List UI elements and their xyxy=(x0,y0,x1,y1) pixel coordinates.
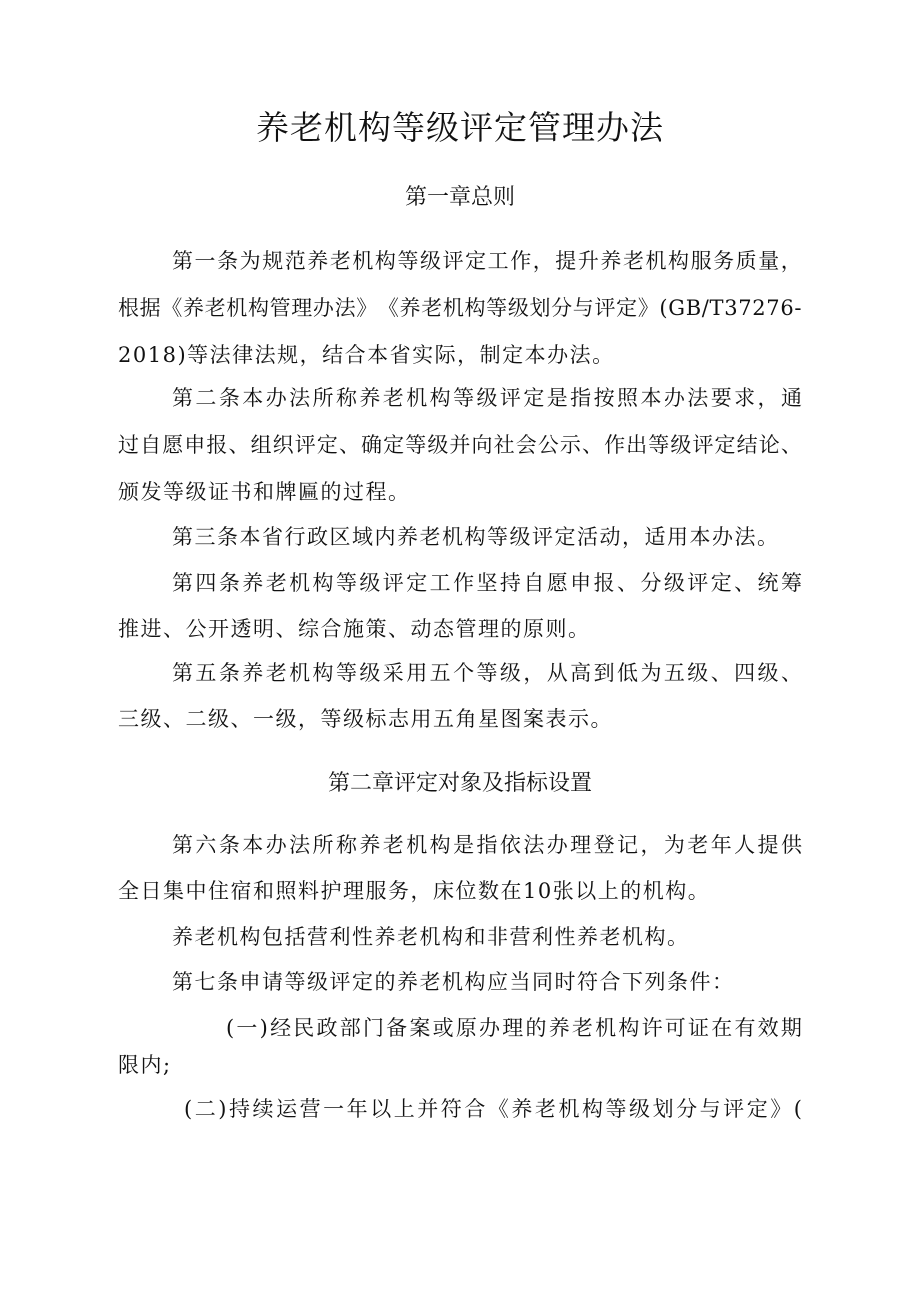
article-1-line-2: 根 据 《 养 老 机 构 管 理 办 法 》 《 养 老 机 构 等 级 划 分 与 评 定 》 ( G B / T 3 7 2 7 6 - xyxy=(118,296,802,320)
article-3-line-1: 第三条本省行政区域内养老机构等级评定活动，适用本办法。 xyxy=(172,525,780,549)
article-4-line-1: 第 四 条 养 老 机 构 等 级 评 定 工 作 坚 持 自 愿 申 报 、 分 级 评 定 、 统 筹 xyxy=(172,571,802,595)
article-7-item-2-line-1: ( 二 ) 持 续 运 营 一 年 以 上 并 符 合 《 养 老 机 构 等 级 划 分 与 评 定 》 ( xyxy=(184,1097,802,1121)
article-4-line-2: 推进、公开透明、综合施策、动态管理的原则。 xyxy=(118,617,591,641)
article-7-item-1-line-1: ( 一 ) 经 民 政 部 门 备 案 或 原 办 理 的 养 老 机 构 许 可 证 在 有 效 期 xyxy=(226,1016,802,1040)
article-2-line-1: 第 二 条 本 办 法 所 称 养 老 机 构 等 级 评 定 是 指 按 照 本 办 法 要 求 ， 通 xyxy=(172,386,802,410)
article-1-line-3: 2018)等法律法规，结合本省实际，制定本办法。 xyxy=(118,343,615,367)
article-5-line-2: 三级、二级、一级，等级标志用五角星图案表示。 xyxy=(118,707,613,731)
article-7-item-1-line-2: 限内; xyxy=(118,1053,172,1077)
article-1-line-1: 第 一 条 为 规 范 养 老 机 构 等 级 评 定 工 作 ， 提 升 养 老 机 构 服 务 质 量 ， xyxy=(172,249,802,273)
article-7-line-1: 第七条申请等级评定的养老机构应当同时符合下列条件： xyxy=(172,970,735,994)
article-6-line-2: 全日集中住宿和照料护理服务，床位数在10张以上的机构。 xyxy=(118,879,711,903)
article-5-line-1: 第 五 条 养 老 机 构 等 级 采 用 五 个 等 级 ， 从 高 到 低 为 五 级 、 四 级 、 xyxy=(172,661,802,685)
article-6-paragraph-2: 养老机构包括营利性养老机构和非营利性养老机构。 xyxy=(172,925,690,949)
chapter-2-heading: 第二章评定对象及指标设置 xyxy=(327,771,592,796)
article-6-line-1: 第 六 条 本 办 法 所 称 养 老 机 构 是 指 依 法 办 理 登 记 ， 为 老 年 人 提 供 xyxy=(172,833,802,857)
chapter-1-heading: 第一章总则 xyxy=(404,185,515,210)
article-2-line-2: 过 自 愿 申 报 、 组 织 评 定 、 确 定 等 级 并 向 社 会 公 示 、 作 出 等 级 评 定 结 论 、 xyxy=(118,433,802,457)
document-title: 养老机构等级评定管理办法 xyxy=(256,108,664,147)
article-2-line-3: 颁发等级证书和牌匾的过程。 xyxy=(118,480,411,504)
